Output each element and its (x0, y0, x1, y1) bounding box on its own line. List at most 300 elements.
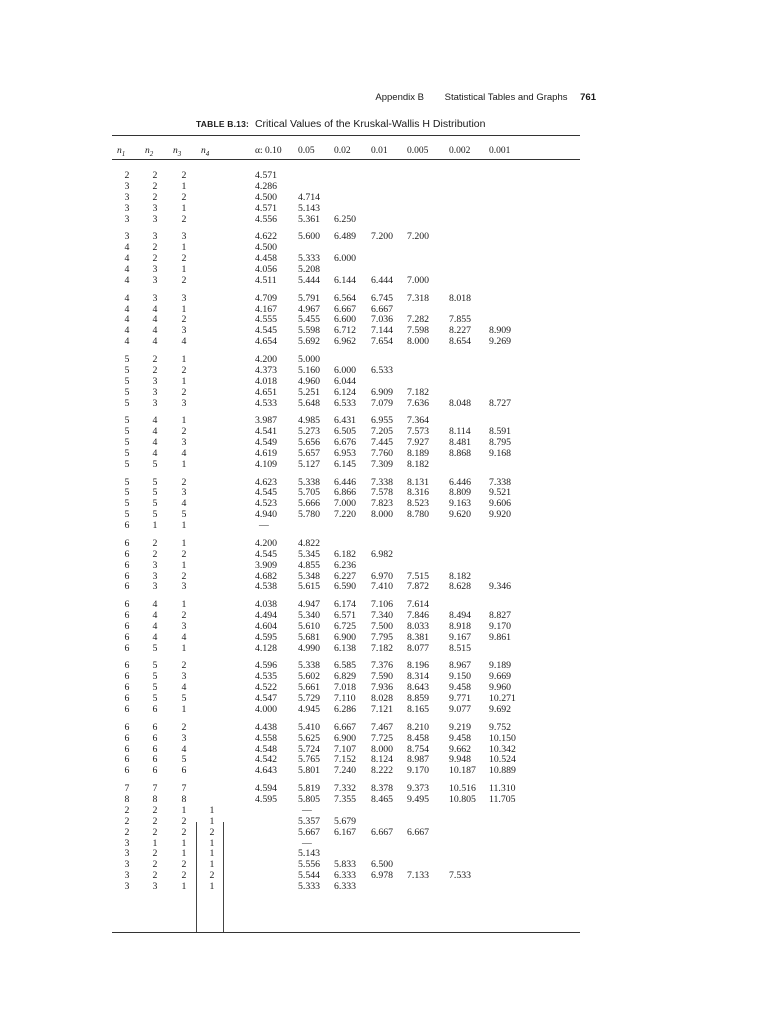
critical-value-cell: 5.602 (298, 671, 321, 683)
critical-value-cell: 8.124 (371, 754, 394, 766)
critical-value-cell: 4.619 (255, 447, 278, 459)
critical-value-cell: 7.240 (334, 765, 357, 777)
n2-cell: 2 (152, 537, 158, 549)
n3-cell: 4 (181, 336, 187, 348)
critical-value-cell: 9.920 (489, 509, 512, 521)
n1-cell: 3 (124, 881, 130, 893)
n2-cell: 2 (152, 242, 158, 254)
n2-cell: 3 (152, 375, 158, 387)
critical-value-cell: 8.967 (449, 660, 472, 672)
critical-value-cell: 7.846 (407, 610, 430, 621)
critical-value-cell: 6.982 (371, 548, 394, 560)
critical-value-cell: 5.600 (298, 231, 321, 243)
critical-value-cell: 5.610 (298, 620, 321, 632)
critical-value-cell: 6.667 (407, 826, 430, 838)
critical-value-cell: 7.000 (334, 498, 357, 510)
n1-cell: 5 (124, 397, 130, 409)
n2-cell: 4 (152, 447, 158, 459)
critical-value-cell: 7.515 (407, 570, 430, 582)
n1-cell: 5 (124, 487, 130, 499)
critical-value-cell: 5.143 (298, 202, 321, 214)
critical-value-cell: 4.571 (255, 202, 278, 214)
n3-cell: 4 (181, 631, 187, 643)
n2-cell: 2 (152, 180, 158, 192)
critical-value-cell: 4.596 (255, 660, 278, 672)
critical-value-cell: 9.495 (407, 793, 430, 805)
critical-value-cell: 5.681 (298, 631, 321, 643)
critical-value-cell: 6.505 (334, 426, 357, 438)
critical-value-cell: 5.410 (298, 721, 321, 733)
n2-cell: 5 (152, 682, 158, 694)
n3-cell: 3 (181, 732, 187, 744)
critical-value-cell: 4.682 (255, 570, 278, 582)
n3-cell: 2 (181, 426, 187, 438)
n2-cell: 4 (152, 415, 158, 427)
critical-value-cell: 8.189 (407, 447, 430, 459)
n2-cell: 3 (152, 231, 158, 243)
critical-value-cell: 6.900 (334, 631, 357, 643)
critical-value-cell: 8.918 (449, 620, 472, 632)
n3-cell: 1 (181, 353, 187, 365)
critical-value-cell: 5.819 (298, 783, 321, 794)
n3-cell: 4 (181, 447, 187, 459)
critical-value-cell: 6.953 (334, 447, 357, 459)
critical-value-cell: 4.654 (255, 336, 278, 348)
n3-cell: 5 (181, 693, 187, 705)
n2-cell: 6 (152, 765, 158, 777)
n1-cell: 4 (124, 314, 130, 326)
critical-value-cell: 11.705 (489, 793, 516, 805)
header-appendix: Appendix B (375, 92, 424, 103)
n1-cell: 5 (124, 458, 130, 470)
n1-cell: 6 (124, 581, 130, 593)
critical-value-cell: 4.643 (255, 765, 278, 777)
n2-cell: 2 (152, 815, 158, 827)
critical-value-cell: 4.200 (255, 353, 278, 365)
critical-value-cell: 5.361 (298, 213, 321, 225)
n2-cell: 5 (152, 498, 158, 510)
critical-value-cell: 8.018 (449, 292, 472, 304)
critical-value-cell: 9.948 (449, 754, 472, 766)
n2-cell: 8 (152, 793, 158, 805)
n2-cell: 6 (152, 743, 158, 755)
n2-cell: 2 (152, 804, 158, 816)
critical-value-cell: 4.538 (255, 581, 278, 593)
critical-value-cell: 9.606 (489, 498, 512, 510)
col-header-alpha-4: 0.005 (407, 146, 429, 156)
n3-cell: 4 (181, 498, 187, 510)
critical-value-cell: 7.823 (371, 498, 394, 510)
critical-value-cell: 8.314 (407, 671, 430, 683)
critical-value-cell: 7.018 (334, 682, 357, 694)
n1-cell: 6 (124, 693, 130, 705)
critical-value-cell: 4.555 (255, 314, 278, 326)
n1-cell: 6 (124, 537, 130, 549)
critical-value-cell: 8.523 (407, 498, 430, 510)
critical-value-cell: 5.340 (298, 610, 321, 621)
n2-cell: 5 (152, 693, 158, 705)
critical-value-cell: 4.595 (255, 793, 278, 805)
critical-value-cell: 7.107 (334, 743, 357, 755)
n3-cell: 3 (181, 671, 187, 683)
n1-cell: 4 (124, 242, 130, 254)
n2-cell: 2 (152, 170, 158, 181)
critical-value-cell: 6.667 (334, 721, 357, 733)
n3-cell: 2 (181, 213, 187, 225)
critical-value-cell: 4.458 (255, 253, 278, 265)
critical-value-cell: 7.598 (407, 325, 430, 337)
critical-value-cell: 7.332 (334, 783, 357, 794)
critical-value-cell: 6.000 (334, 364, 357, 376)
critical-value-cell: 10.342 (489, 743, 516, 755)
critical-value-cell: 8.827 (489, 610, 512, 621)
n2-cell: 5 (152, 642, 158, 654)
critical-value-cell: 8.494 (449, 610, 472, 621)
n2-cell: 5 (152, 487, 158, 499)
critical-value-cell: 6.333 (334, 870, 357, 882)
n3-cell: 1 (181, 303, 187, 315)
n2-cell: 5 (152, 458, 158, 470)
critical-value-cell: 10.805 (449, 793, 476, 805)
critical-value-cell: 6.144 (334, 274, 357, 286)
critical-value-cell: 4.438 (255, 721, 278, 733)
n1-cell: 3 (124, 202, 130, 214)
critical-value-cell: 7.500 (371, 620, 394, 632)
critical-value-cell: 4.545 (255, 487, 278, 499)
critical-value-cell: 9.960 (489, 682, 512, 694)
critical-value-cell: 9.168 (489, 447, 512, 459)
critical-value-cell: 4.523 (255, 498, 278, 510)
critical-value-cell: 7.200 (371, 231, 394, 243)
n1-cell: 3 (124, 859, 130, 871)
n2-cell: 6 (152, 754, 158, 766)
critical-value-cell: 4.960 (298, 375, 321, 387)
n3-cell: 6 (181, 765, 187, 777)
critical-value-cell: 5.705 (298, 487, 321, 499)
critical-value-cell: 6.866 (334, 487, 357, 499)
critical-value-cell: 9.219 (449, 721, 472, 733)
critical-value-cell: 8.628 (449, 581, 472, 593)
critical-value-cell: 7.220 (334, 509, 357, 521)
n2-cell: 3 (152, 581, 158, 593)
critical-value-cell: 5.338 (298, 476, 321, 488)
critical-value-cell: 8.182 (407, 458, 430, 470)
n2-cell: 4 (152, 325, 158, 337)
n1-cell: 4 (124, 336, 130, 348)
critical-value-cell: 4.556 (255, 213, 278, 225)
critical-value-cell: 5.357 (298, 815, 321, 827)
n4-cell: 1 (209, 815, 215, 827)
n3-cell: 1 (181, 642, 187, 654)
n2-cell: 3 (152, 386, 158, 398)
critical-value-cell: 8.481 (449, 437, 472, 448)
critical-value-cell: 7.338 (371, 476, 394, 488)
n3-cell: 2 (181, 859, 187, 871)
critical-value-cell: 6.978 (371, 870, 394, 882)
critical-value-cell: 8.515 (449, 642, 472, 654)
n1-cell: 4 (124, 253, 130, 265)
n2-cell: 4 (152, 599, 158, 611)
critical-value-cell: 8.222 (371, 765, 394, 777)
n2-cell: 1 (152, 837, 158, 849)
n1-cell: 5 (124, 386, 130, 398)
critical-value-cell: 7.200 (407, 231, 430, 243)
critical-value-cell: 8.465 (371, 793, 394, 805)
n3-cell: 2 (181, 170, 187, 181)
critical-value-cell: 9.458 (449, 682, 472, 694)
critical-values-table (112, 0, 580, 1024)
n2-cell: 3 (152, 264, 158, 275)
column-separator (223, 822, 224, 932)
critical-value-cell: 9.861 (489, 631, 512, 643)
n1-cell: 4 (124, 325, 130, 337)
critical-value-cell: 4.714 (298, 191, 321, 203)
critical-value-cell: 4.985 (298, 415, 321, 427)
n1-cell: 6 (124, 599, 130, 611)
critical-value-cell: 6.227 (334, 570, 357, 582)
n1-cell: 6 (124, 721, 130, 733)
critical-value-cell: 6.000 (334, 253, 357, 265)
n4-cell: 1 (209, 848, 215, 860)
critical-value-cell: 8.727 (489, 397, 512, 409)
n3-cell: 2 (181, 815, 187, 827)
critical-value-cell: 7.152 (334, 754, 357, 766)
n3-cell: 2 (181, 191, 187, 203)
critical-value-cell: 5.455 (298, 314, 321, 326)
critical-value-cell: 10.187 (449, 765, 476, 777)
critical-value-cell: 9.373 (407, 783, 430, 794)
critical-value-cell: 7.121 (371, 704, 394, 715)
critical-value-cell: 9.189 (489, 660, 512, 672)
critical-value-cell: 9.692 (489, 704, 512, 715)
critical-value-cell: 5.251 (298, 386, 321, 398)
critical-value-cell: 8.643 (407, 682, 430, 694)
critical-value-cell: 6.174 (334, 599, 357, 611)
critical-value-cell: 7.578 (371, 487, 394, 499)
critical-value-cell: 8.077 (407, 642, 430, 654)
n3-cell: 1 (181, 837, 187, 849)
n1-cell: 2 (124, 826, 130, 838)
n1-cell: 3 (124, 231, 130, 243)
critical-value-cell: 6.138 (334, 642, 357, 654)
n4-cell: 1 (209, 837, 215, 849)
critical-value-cell: 7.000 (407, 274, 430, 286)
critical-value-cell: 4.595 (255, 631, 278, 643)
critical-value-cell: 8.378 (371, 783, 394, 794)
n2-cell: 5 (152, 660, 158, 672)
critical-value-cell: 4.128 (255, 642, 278, 654)
n2-cell: 3 (152, 213, 158, 225)
n2-cell: 7 (152, 783, 158, 794)
critical-value-cell: 5.444 (298, 274, 321, 286)
critical-value-cell: 4.533 (255, 397, 278, 409)
n3-cell: 3 (181, 397, 187, 409)
critical-value-cell: 7.614 (407, 599, 430, 611)
n2-cell: 5 (152, 476, 158, 488)
critical-value-cell: 9.150 (449, 671, 472, 683)
critical-value-cell: 7.410 (371, 581, 394, 593)
n3-cell: 1 (181, 599, 187, 611)
n2-cell: 3 (152, 570, 158, 582)
critical-value-cell: 7.376 (371, 660, 394, 672)
critical-value-cell: 9.771 (449, 693, 472, 705)
n3-cell: 2 (181, 660, 187, 672)
critical-value-cell: 4.167 (255, 303, 278, 315)
n3-cell: 3 (181, 487, 187, 499)
critical-value-cell: 6.745 (371, 292, 394, 304)
critical-value-cell: 6.236 (334, 559, 357, 571)
n3-cell: 1 (181, 559, 187, 571)
n2-cell: 2 (152, 353, 158, 365)
critical-value-cell: 9.458 (449, 732, 472, 744)
critical-value-cell: 7.182 (371, 642, 394, 654)
critical-value-cell: 6.585 (334, 660, 357, 672)
n1-cell: 6 (124, 765, 130, 777)
col-header-alpha-0: α: 0.10 (255, 146, 282, 156)
critical-value-cell: 6.600 (334, 314, 357, 326)
n3-cell: 1 (181, 375, 187, 387)
critical-value-cell: 4.549 (255, 437, 278, 448)
critical-value-cell: 5.667 (298, 826, 321, 838)
critical-value-cell: 6.564 (334, 292, 357, 304)
critical-value-cell: 5.729 (298, 693, 321, 705)
critical-value-cell: 7.533 (449, 870, 472, 882)
n3-cell: 5 (181, 754, 187, 766)
critical-value-cell: 9.662 (449, 743, 472, 755)
n2-cell: 3 (152, 274, 158, 286)
critical-value-cell: 5.615 (298, 581, 321, 593)
critical-value-cell: 8.987 (407, 754, 430, 766)
n1-cell: 6 (124, 631, 130, 643)
n2-cell: 4 (152, 314, 158, 326)
n2-cell: 2 (152, 253, 158, 265)
col-header-alpha-6: 0.001 (489, 146, 511, 156)
critical-value-cell: 6.590 (334, 581, 357, 593)
critical-value-cell: 6.955 (371, 415, 394, 427)
critical-value-cell: 6.667 (334, 303, 357, 315)
n1-cell: 7 (124, 783, 130, 794)
critical-value-cell: 6.900 (334, 732, 357, 744)
critical-value-cell: 9.752 (489, 721, 512, 733)
critical-value-cell: 5.661 (298, 682, 321, 694)
critical-value-cell: 6.044 (334, 375, 357, 387)
critical-value-cell: 8.458 (407, 732, 430, 744)
critical-value-cell: 5.556 (298, 859, 321, 871)
critical-value-cell: 4.522 (255, 682, 278, 694)
critical-value-cell: 8.809 (449, 487, 472, 499)
critical-value-cell: 8.000 (371, 509, 394, 521)
critical-value-cell: 5.692 (298, 336, 321, 348)
n2-cell: 3 (152, 559, 158, 571)
n1-cell: 3 (124, 213, 130, 225)
n3-cell: 1 (181, 520, 187, 532)
n2-cell: 4 (152, 631, 158, 643)
col-header-n3: $n_3$ (173, 146, 182, 158)
n3-cell: 5 (181, 509, 187, 521)
col-header-n2: $n_2$ (145, 146, 154, 158)
n2-cell: 4 (152, 620, 158, 632)
critical-value-cell: 7.654 (371, 336, 394, 348)
n3-cell: 2 (181, 826, 187, 838)
n1-cell: 6 (124, 520, 130, 532)
n3-cell: 1 (181, 704, 187, 715)
critical-value-cell: 9.077 (449, 704, 472, 715)
n3-cell: 3 (181, 292, 187, 304)
n1-cell: 5 (124, 476, 130, 488)
n2-cell: 1 (152, 520, 158, 532)
n3-cell: 1 (181, 881, 187, 893)
col-header-alpha-1: 0.05 (298, 146, 315, 156)
n2-cell: 2 (152, 848, 158, 860)
n2-cell: 4 (152, 610, 158, 621)
critical-value-cell: 8.033 (407, 620, 430, 632)
n4-cell: 1 (209, 859, 215, 871)
critical-value-cell: 6.829 (334, 671, 357, 683)
critical-value-cell: 6.712 (334, 325, 357, 337)
critical-value-cell: 4.541 (255, 426, 278, 438)
n1-cell: 6 (124, 660, 130, 672)
critical-value-cell: 6.446 (334, 476, 357, 488)
n3-cell: 2 (181, 274, 187, 286)
critical-value-cell: 5.657 (298, 447, 321, 459)
n1-cell: 5 (124, 364, 130, 376)
critical-value-cell: 4.571 (255, 170, 278, 181)
critical-value-cell: 7.795 (371, 631, 394, 643)
n1-cell: 6 (124, 682, 130, 694)
critical-value-cell: 5.333 (298, 881, 321, 893)
critical-value-cell: 6.182 (334, 548, 357, 560)
critical-value-cell: 7.340 (371, 610, 394, 621)
n3-cell: 1 (181, 202, 187, 214)
n2-cell: 4 (152, 303, 158, 315)
critical-value-cell: 4.109 (255, 458, 278, 470)
n3-cell: 1 (181, 264, 187, 275)
header-section-title: Statistical Tables and Graphs (444, 92, 568, 103)
critical-value-cell: 5.791 (298, 292, 321, 304)
n1-cell: 5 (124, 426, 130, 438)
critical-value-cell: 4.651 (255, 386, 278, 398)
col-header-alpha-5: 0.002 (449, 146, 471, 156)
critical-value-cell: 6.667 (371, 303, 394, 315)
critical-value-cell: 7.590 (371, 671, 394, 683)
critical-value-cell: 5.648 (298, 397, 321, 409)
n3-cell: 2 (181, 476, 187, 488)
critical-value-cell: 6.970 (371, 570, 394, 582)
critical-value-cell: 9.346 (489, 581, 512, 593)
critical-value-cell: 6.676 (334, 437, 357, 448)
critical-value-cell: 4.000 (255, 704, 278, 715)
critical-value-cell: 7.936 (371, 682, 394, 694)
critical-value-cell: 5.127 (298, 458, 321, 470)
n2-cell: 5 (152, 671, 158, 683)
critical-value-cell: 7.110 (334, 693, 356, 705)
critical-value-cell: 8.000 (407, 336, 430, 348)
n3-cell: 2 (181, 386, 187, 398)
critical-value-cell: 10.524 (489, 754, 516, 766)
n3-cell: 1 (181, 848, 187, 860)
n2-cell: 6 (152, 721, 158, 733)
n4-cell: 1 (209, 881, 215, 893)
critical-value-cell: 6.962 (334, 336, 357, 348)
page-number: 761 (580, 92, 596, 103)
critical-value-cell: 4.535 (255, 671, 278, 683)
critical-value-cell: 4.947 (298, 599, 321, 611)
critical-value-cell: 4.623 (255, 476, 278, 488)
critical-value-cell: 6.667 (371, 826, 394, 838)
critical-value-cell: 7.144 (371, 325, 394, 337)
critical-value-cell: 7.079 (371, 397, 394, 409)
n2-cell: 2 (152, 191, 158, 203)
